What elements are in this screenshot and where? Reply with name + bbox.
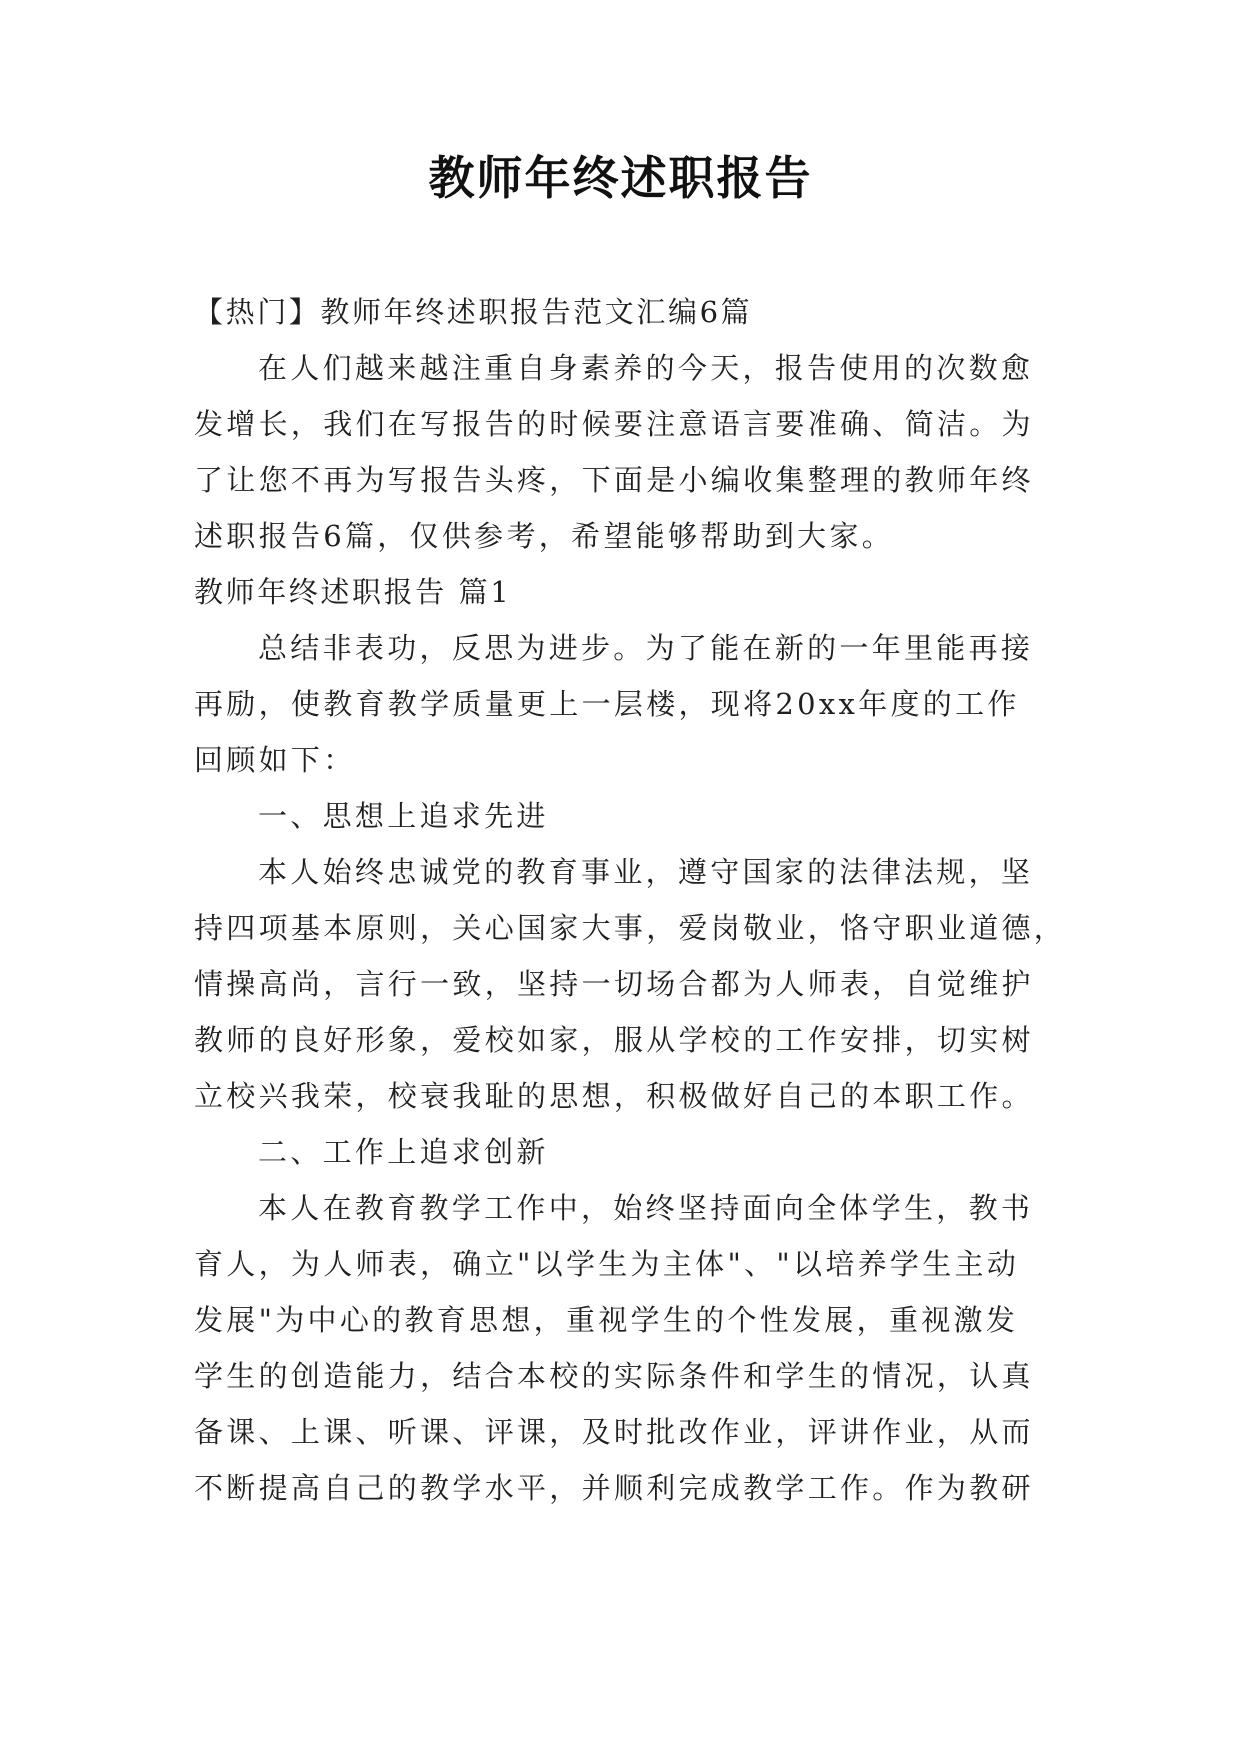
subsection-heading-thought: 一、思想上追求先进 [258,799,549,833]
intro-paragraph-line: 了让您不再为写报告头疼，下面是小编收集整理的教师年终 [194,463,1034,497]
paragraph-line: 持四项基本原则，关心国家大事，爱岗敬业，恪守职业道德， [194,911,1067,945]
paragraph-line: 发展"为中心的教育思想，重视学生的个性发展，重视激发 [194,1303,1019,1337]
intro-paragraph-line: 述职报告6篇，仅供参考，希望能够帮助到大家。 [194,519,895,553]
paragraph-line: 本人始终忠诚党的教育事业，遵守国家的法律法规，坚 [258,855,1034,889]
paragraph-line: 学生的创造能力，结合本校的实际条件和学生的情况，认真 [194,1359,1034,1393]
paragraph-line: 再励，使教育教学质量更上一层楼，现将20xx年度的工作 [194,687,1020,721]
paragraph-line: 教师的良好形象，爱校如家，服从学校的工作安排，切实树 [194,1023,1034,1057]
paragraph-line: 总结非表功，反思为进步。为了能在新的一年里能再接 [258,631,1034,665]
paragraph-line: 立校兴我荣，校衰我耻的思想，积极做好自己的本职工作。 [194,1079,1034,1113]
paragraph-line: 回顾如下： [194,743,356,777]
paragraph-line: 不断提高自己的教学水平，并顺利完成教学工作。作为教研 [194,1471,1034,1505]
paragraph-line: 育人，为人师表，确立"以学生为主体"、"以培养学生主动 [194,1247,1020,1281]
paragraph-line: 本人在教育教学工作中，始终坚持面向全体学生，教书 [258,1191,1034,1225]
document-body [194,284,1067,1516]
intro-paragraph-line: 发增长，我们在写报告的时候要注意语言要准确、简洁。为 [194,407,1034,441]
subsection-heading-work: 二、工作上追求创新 [258,1135,549,1169]
section-heading-part-1: 教师年终述职报告 篇1 [194,575,512,609]
document-title: 教师年终述职报告 [428,151,813,205]
paragraph-line: 情操高尚，言行一致，坚持一切场合都为人师表，自觉维护 [194,967,1034,1001]
document-subtitle: 【热门】教师年终述职报告范文汇编6篇 [194,295,753,329]
intro-paragraph-line: 在人们越来越注重自身素养的今天，报告使用的次数愈 [258,351,1034,385]
paragraph-line: 备课、上课、听课、评课，及时批改作业，评讲作业，从而 [194,1415,1034,1449]
